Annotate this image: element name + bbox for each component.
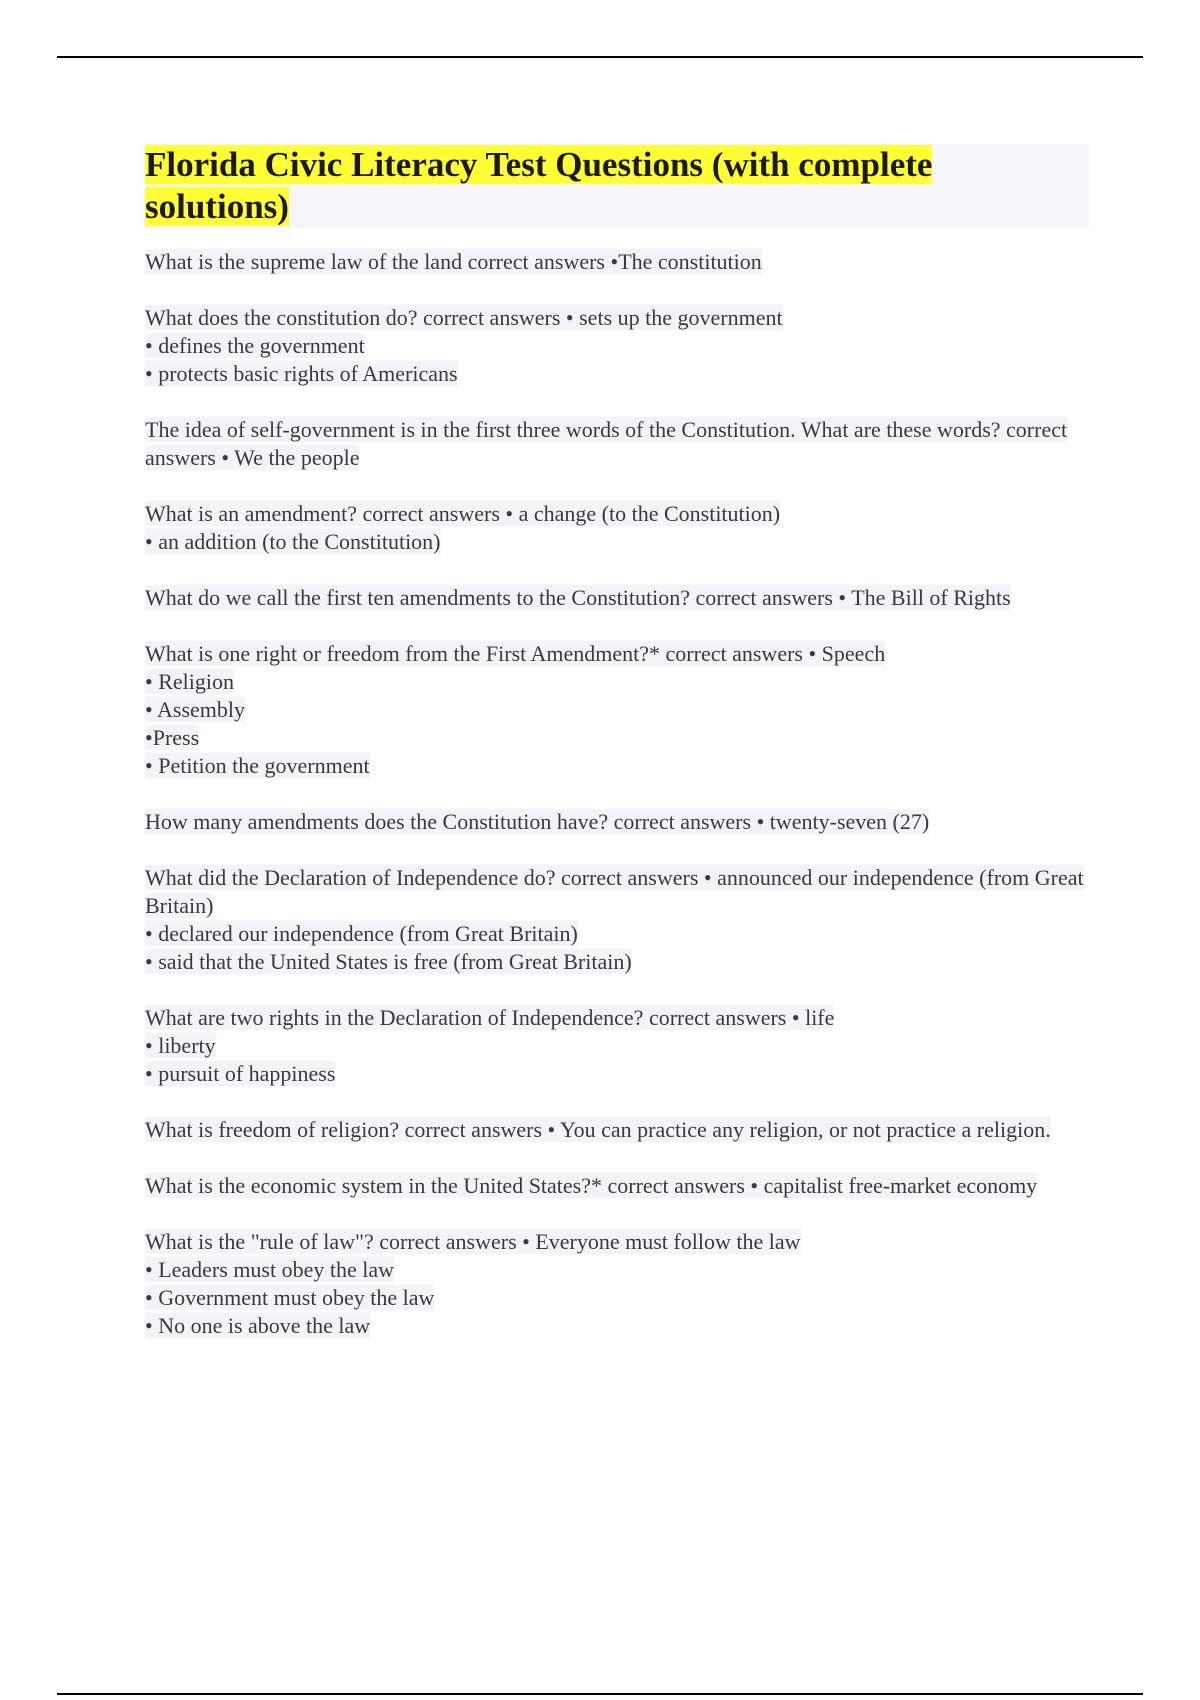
qa-item [145, 416, 1089, 472]
answer-bullet-text: • pursuit of happiness [145, 1061, 336, 1086]
qa-question-answer [145, 640, 1089, 668]
qa-list [145, 248, 1089, 1340]
qa-item [145, 640, 1089, 780]
qa-item [145, 1172, 1089, 1200]
answer-bullet-text: • liberty [145, 1033, 216, 1058]
qa-text: What is an amendment? correct answers • a change (to the Constitution) [145, 501, 781, 526]
top-rule [57, 56, 1143, 58]
answer-bullet-text: •Press [145, 725, 200, 750]
qa-text: What does the constitution do? correct answers • sets up the government [145, 305, 783, 330]
qa-question-answer [145, 1004, 1089, 1032]
title-highlight: Florida Civic Literacy Test Questions (with complete solutions) [145, 145, 933, 226]
qa-item [145, 1116, 1089, 1144]
qa-text: What is the economic system in the United States?* correct answers • capitalist free-market economy [145, 1173, 1038, 1198]
page-title [145, 144, 965, 228]
title-block [145, 144, 1089, 228]
qa-text: The idea of self-government is in the first three words of the Constitution. What are these words? correct answers • We the people [145, 417, 1068, 470]
answer-bullet-text: • defines the government [145, 333, 365, 358]
qa-item [145, 1228, 1089, 1340]
answer-bullet [145, 360, 1089, 388]
answer-bullet [145, 948, 1089, 976]
answer-bullet [145, 696, 1089, 724]
answer-bullet [145, 1060, 1089, 1088]
bottom-rule [57, 1693, 1143, 1695]
qa-question-answer [145, 1228, 1089, 1256]
answer-bullet [145, 332, 1089, 360]
qa-item [145, 500, 1089, 556]
answer-bullet [145, 1032, 1089, 1060]
answer-bullet [145, 1312, 1089, 1340]
answer-bullet-text: • Petition the government [145, 753, 370, 778]
qa-item [145, 808, 1089, 836]
qa-text: What is the "rule of law"? correct answers • Everyone must follow the law [145, 1229, 801, 1254]
qa-text: What are two rights in the Declaration of Independence? correct answers • life [145, 1005, 835, 1030]
answer-bullet [145, 920, 1089, 948]
answer-bullet-text: • an addition (to the Constitution) [145, 529, 441, 554]
answer-bullet-text: • said that the United States is free (from Great Britain) [145, 949, 632, 974]
qa-question-answer [145, 304, 1089, 332]
qa-question-answer [145, 584, 1089, 612]
qa-text: What is freedom of religion? correct answers • You can practice any religion, or not practice a religion. [145, 1117, 1051, 1142]
answer-bullet [145, 752, 1089, 780]
qa-text: What do we call the first ten amendments to the Constitution? correct answers • The Bill of Rights [145, 585, 1011, 610]
answer-bullet [145, 1284, 1089, 1312]
qa-item [145, 304, 1089, 388]
qa-question-answer [145, 864, 1089, 920]
qa-question-answer [145, 416, 1089, 472]
answer-bullet-text: • Leaders must obey the law [145, 1257, 395, 1282]
answer-bullet-text: • Religion [145, 669, 234, 694]
qa-text: What did the Declaration of Independence do? correct answers • announced our independence (from Great Britain) [145, 865, 1084, 918]
qa-text: What is one right or freedom from the First Amendment?* correct answers • Speech [145, 641, 886, 666]
answer-bullet-text: • Assembly [145, 697, 245, 722]
qa-text: What is the supreme law of the land correct answers •The constitution [145, 249, 762, 274]
answer-bullet [145, 528, 1089, 556]
qa-question-answer [145, 248, 1089, 276]
qa-question-answer [145, 500, 1089, 528]
qa-question-answer [145, 1172, 1089, 1200]
qa-question-answer [145, 1116, 1089, 1144]
qa-question-answer [145, 808, 1089, 836]
qa-text: How many amendments does the Constitution have? correct answers • twenty-seven (27) [145, 809, 930, 834]
answer-bullet-text: • protects basic rights of Americans [145, 361, 458, 386]
document-body [145, 144, 1089, 1368]
answer-bullet [145, 724, 1089, 752]
qa-item [145, 248, 1089, 276]
answer-bullet-text: • No one is above the law [145, 1313, 371, 1338]
qa-item [145, 584, 1089, 612]
answer-bullet [145, 1256, 1089, 1284]
answer-bullet-text: • Government must obey the law [145, 1285, 435, 1310]
qa-item [145, 1004, 1089, 1088]
qa-item [145, 864, 1089, 976]
answer-bullet [145, 668, 1089, 696]
answer-bullet-text: • declared our independence (from Great Britain) [145, 921, 578, 946]
